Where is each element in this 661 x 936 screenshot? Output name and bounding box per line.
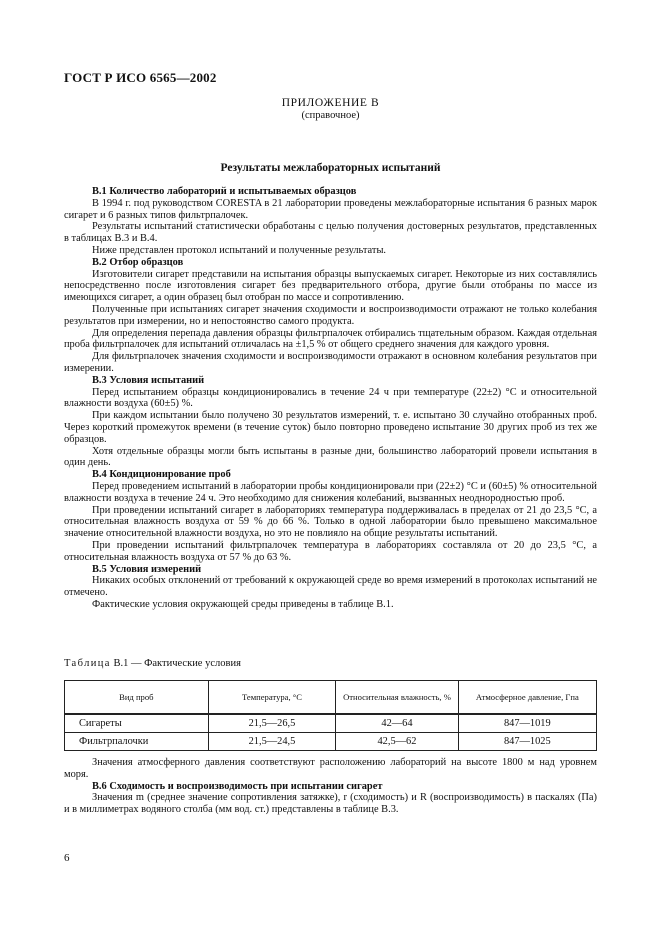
standard-header: ГОСТ Р ИСО 6565—2002 [64,70,217,85]
table-cell: 42,5—62 [336,733,458,751]
table-row [65,714,597,733]
table-header-cell: Вид проб [65,681,209,715]
table-cell: 847—1019 [458,714,596,733]
paragraph: Никаких особых отклонений от требований к окружающей среде во время измерений в протоколах испытаний не отмечено. [64,575,597,599]
section-heading: В.3 Условия испытаний [92,374,205,386]
table-caption-label: Таблица [64,658,111,669]
paragraph: Значения m (среднее значение сопротивления затяжке), r (сходимость) и R (воспроизводимость) в паскалях (Па) и в миллиметрах водяного столба (мм вод. ст.) представлены в таблице В.3. [64,792,597,816]
paragraph: Результаты испытаний статистически обработаны с целью получения достоверных результатов, представленных в таблицах В.3 и В.4. [64,221,597,245]
table-cell: 847—1025 [458,733,596,751]
main-title: Результаты межлабораторных испытаний [220,162,441,174]
paragraph: Для определения перепада давления образцы фильтрпалочек отбирались тщательным образом. Каждая отдельная проба фильтрпалочек для испытаний отличалась на ±1,5 % от общего среднего значения для каждого уровня. [64,327,597,351]
paragraph: При каждом испытании было получено 30 результатов измерений, т. е. испытано 30 случайно отобранных проб. Через короткий промежуток времени (в течение суток) было повторно проведено испытание 30 других проб из тех же образцов. [64,410,597,445]
appendix-title: ПРИЛОЖЕНИЕ В [281,97,380,109]
table-cell: 21,5—24,5 [208,733,336,751]
paragraph: При проведении испытаний сигарет в лабораториях температура поддерживалась в пределах от 21 до 23,5 °С, а относительная влажность воздуха от 59 % до 66 %. Только в одной лаборатории было превышено максимальное значение относительной влажности воздуха, но это не повлияло на общие результаты испытаний. [64,504,597,540]
table-header-cell: Атмосферное давление, Гпа [458,681,596,715]
table-cell: Сигареты [65,714,209,733]
table-header-cell: Температура, °С [208,681,336,715]
section-heading: В.2 Отбор образцов [92,256,184,268]
paragraph: Хотя отдельные образцы могли быть испытаны в разные дни, большинство лабораторий провели испытания в один день. [64,445,597,469]
closing-text [64,757,597,816]
section-heading: В.4 Кондиционирование проб [92,469,231,481]
paragraph: Перед испытанием образцы кондиционировались в течение 24 ч при температуре (22±2) °С и относительной влажности воздуха (60±5) %. [64,386,597,410]
table-cell: 42—64 [336,714,458,733]
paragraph: Изготовители сигарет представили на испытания образцы выпускаемых сигарет. Некоторые из них составлялись непосредственно после изготовления сигарет без предварительного отбора, другие были отобраны по массе из имеющихся сигарет, а один образец был отобран по массе и сопротивлению. [64,268,597,304]
appendix-subtitle: (справочное) [301,110,360,121]
table-cell: 21,5—26,5 [208,714,336,733]
paragraph: При проведении испытаний фильтрпалочек температура в лабораториях составляла от 20 до 23,5 °С, а относительная влажность воздуха от 57 % до 63 %. [64,539,597,563]
body-text [64,186,597,611]
table-cell: Фильтрпалочки [65,733,209,751]
paragraph: Полученные при испытаниях сигарет значения сходимости и воспроизводимости отражают не только колебания результатов при измерении, но и непостоянство самого продукта. [64,303,597,327]
paragraph: Перед проведением испытаний в лаборатории пробы кондиционировали при (22±2) °С и (60±5) % относительной влажности воздуха в течение 24 ч. Это необходимо для снижения колебаний, вызванных неоднородностью проб. [64,480,597,504]
paragraph: Значения атмосферного давления соответствуют расположению лабораторий на высоте 1800 м над уровнем моря. [64,757,597,780]
table-caption [64,658,241,669]
table-caption-text: В.1 — Фактические условия [110,658,241,669]
section-heading: В.5 Условия измерений [92,563,202,575]
paragraph: Фактические условия окружающей среды приведены в таблице В.1. [92,598,394,610]
table-row [65,733,597,751]
paragraph: В 1994 г. под руководством CORESTA в 21 лаборатории проведены межлабораторные испытания 6 разных марок сигарет и 6 разных типов фильтрпалочек. [64,197,597,221]
page-number: 6 [64,852,70,864]
section-heading: В.1 Количество лабораторий и испытываемых образцов [92,186,357,197]
section-heading: В.6 Сходимость и воспроизводимость при испытании сигарет [92,780,383,792]
paragraph: Ниже представлен протокол испытаний и полученные результаты. [92,244,387,256]
table-header-cell: Относительная влажность, % [336,681,458,715]
conditions-table [64,680,597,751]
paragraph: Для фильтрпалочек значения сходимости и воспроизводимости отражают в основном колебания результатов при измерении. [64,351,597,374]
